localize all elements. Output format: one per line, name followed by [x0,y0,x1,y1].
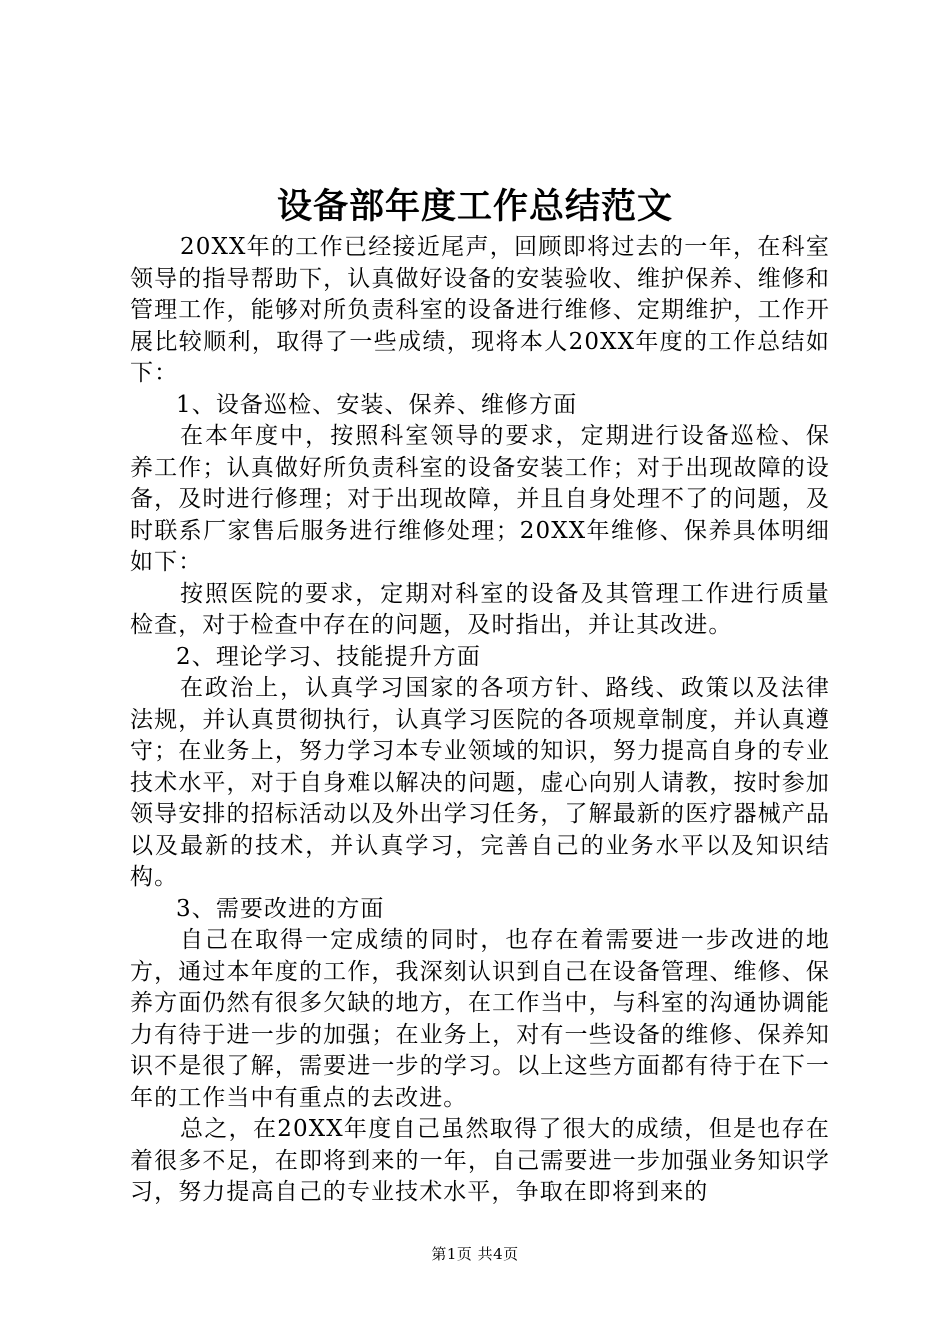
document-body [130,232,830,1209]
conclusion-paragraph: 总之，在20XX年度自己虽然取得了很大的成绩，但是也存在着很多不足，在即将到来的一年，自己需要进一步加强业务知识学习，努力提高自己的专业技术水平，争取在即将到来的 [130,1116,830,1205]
document-title: 设备部年度工作总结范文 [276,186,673,227]
section-2-paragraph: 在政治上，认真学习国家的各项方针、路线、政策以及法律法规，并认真贯彻执行，认真学习医院的各项规章制度，并认真遵守；在业务上，努力学习本专业领域的知识，努力提高自身的专业技术水平，对于自身难以解决的问题，虚心向别人请教，按时参加领导安排的招标活动以及外出学习任务，了解最新的医疗器械产品以及最新的技术，并认真学习，完善自己的业务水平以及知识结构。 [130,675,830,890]
section-1-paragraph-1: 在本年度中，按照科室领导的要求，定期进行设备巡检、保养工作；认真做好所负责科室的设备安装工作；对于出现故障的设备，及时进行修理；对于出现故障，并且自身处理不了的问题，及时联系厂家售后服务进行维修处理；20XX年维修、保养具体明细如下： [130,423,830,575]
section-heading-3: 3、需要改进的方面 [176,895,385,922]
section-3-paragraph: 自己在取得一定成绩的同时，也存在着需要进一步改进的地方，通过本年度的工作，我深刻认识到自己在设备管理、维修、保养方面仍然有很多欠缺的地方，在工作当中，与科室的沟通协调能力有待于进一步的加强；在业务上，对有一些设备的维修、保养知识不是很了解，需要进一步的学习。以上这些方面都有待于在下一年的工作当中有重点的去改进。 [130,927,830,1111]
section-heading-2: 2、理论学习、技能提升方面 [176,643,481,670]
intro-paragraph: 20XX年的工作已经接近尾声，回顾即将过去的一年，在科室领导的指导帮助下，认真做好设备的安装验收、维护保养、维修和管理工作，能够对所负责科室的设备进行维修、定期维护，工作开展比较顺利，取得了一些成绩，现将本人20XX年度的工作总结如下： [130,234,830,386]
section-1-paragraph-2: 按照医院的要求，定期对科室的设备及其管理工作进行质量检查，对于检查中存在的问题，及时指出，并让其改进。 [130,580,830,638]
page-footer: 第1页 共4页 [431,1245,519,1263]
section-heading-1: 1、设备巡检、安装、保养、维修方面 [176,391,578,418]
